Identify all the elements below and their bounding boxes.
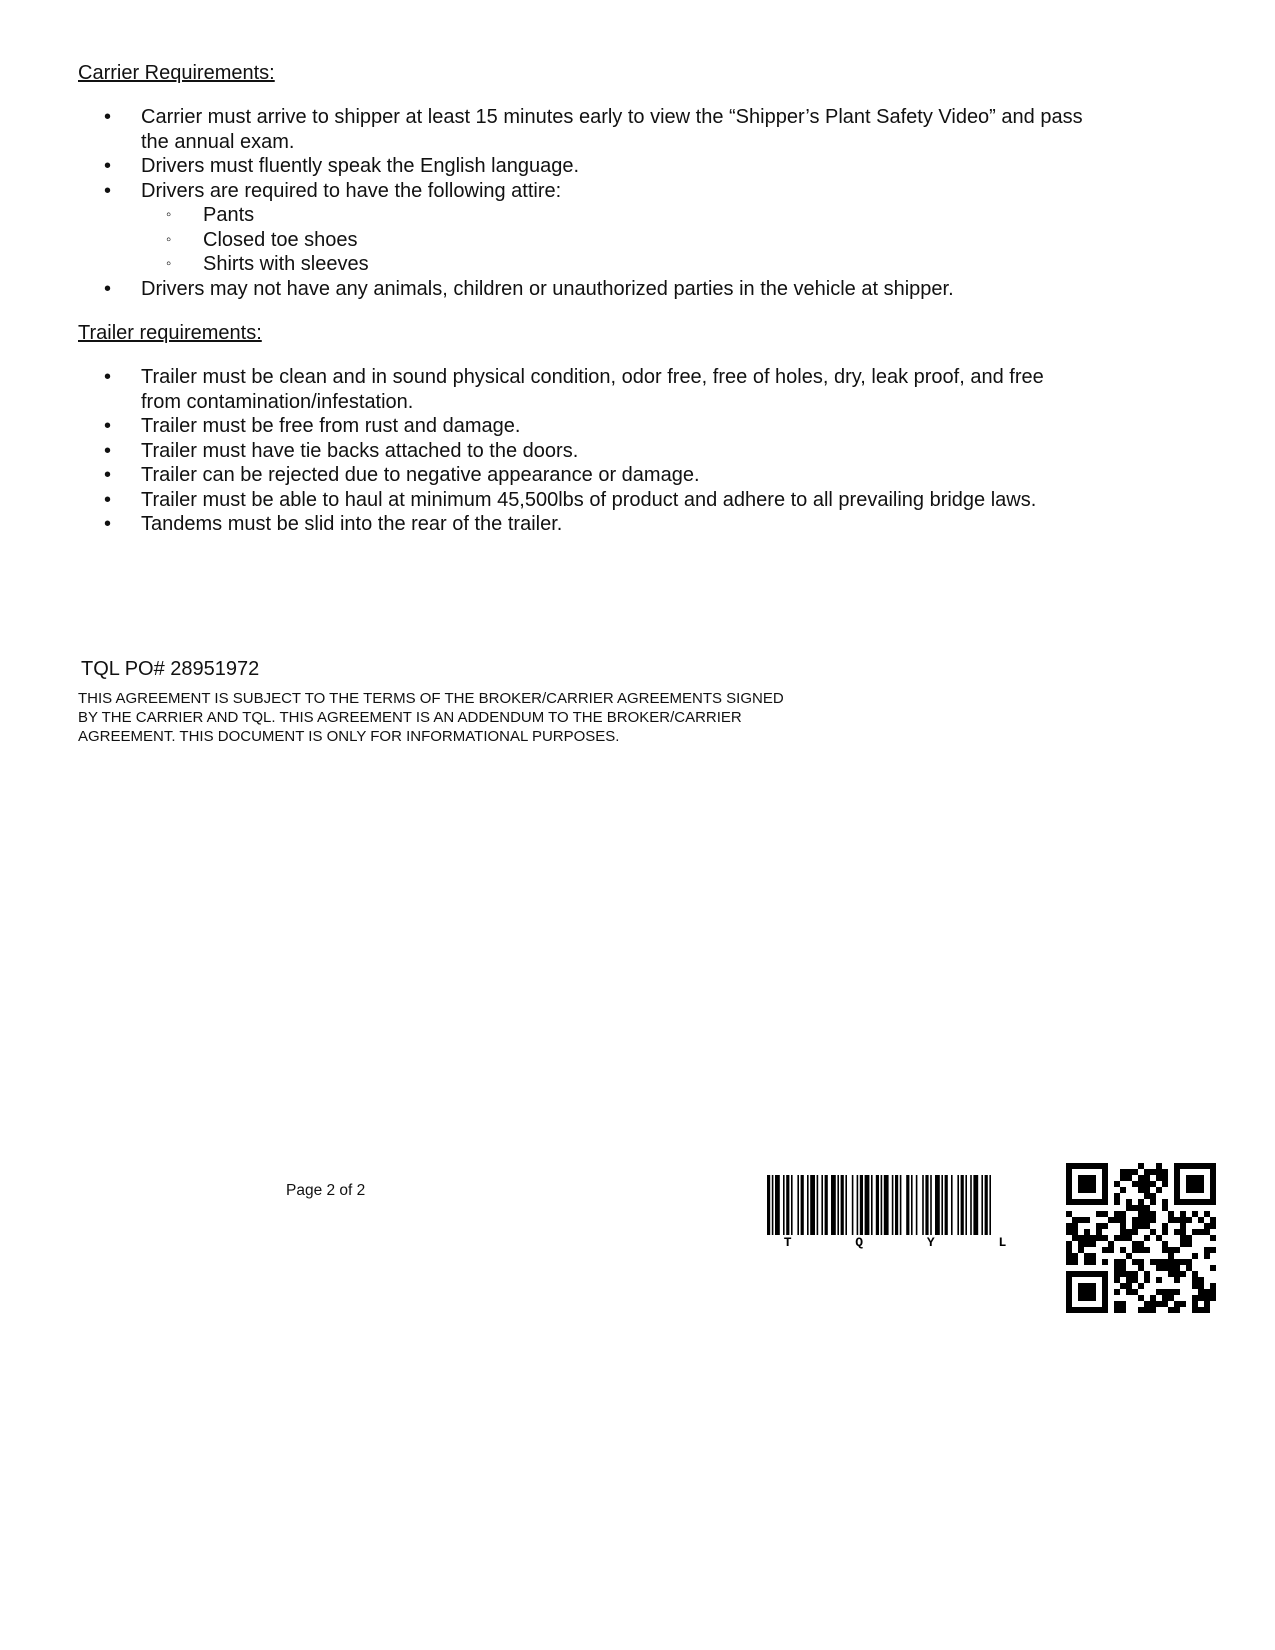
qr-module	[1138, 1283, 1144, 1289]
barcode-bar	[892, 1175, 894, 1235]
qr-module	[1138, 1223, 1144, 1229]
qr-module	[1192, 1253, 1198, 1259]
qr-module	[1198, 1295, 1204, 1301]
qr-module	[1066, 1247, 1072, 1253]
barcode-bar	[906, 1175, 909, 1235]
qr-module	[1186, 1265, 1192, 1271]
qr-module	[1144, 1301, 1150, 1307]
qr-module	[1162, 1205, 1168, 1211]
qr-module	[1174, 1229, 1180, 1235]
list-item: • Trailer can be rejected due to negative appearance or damage.	[78, 463, 1088, 488]
qr-module	[1162, 1229, 1168, 1235]
qr-module	[1138, 1259, 1144, 1265]
qr-module	[1096, 1229, 1102, 1235]
qr-module	[1144, 1193, 1150, 1199]
qr-module	[1210, 1265, 1216, 1271]
qr-module	[1072, 1235, 1078, 1241]
barcode-bar	[973, 1175, 978, 1235]
qr-module	[1126, 1175, 1132, 1181]
qr-module	[1084, 1235, 1090, 1241]
qr-module	[1210, 1295, 1216, 1301]
qr-module	[1174, 1301, 1180, 1307]
qr-module	[1114, 1181, 1120, 1187]
qr-module	[1078, 1247, 1084, 1253]
qr-module	[1138, 1175, 1144, 1181]
barcode-bar	[881, 1175, 883, 1235]
qr-module	[1126, 1235, 1132, 1241]
barcode-bar	[925, 1175, 928, 1235]
qr-module	[1066, 1241, 1072, 1247]
qr-module	[1168, 1259, 1174, 1265]
qr-module	[1144, 1181, 1150, 1187]
barcode-bar	[884, 1175, 889, 1235]
qr-module	[1168, 1217, 1174, 1223]
qr-module	[1186, 1241, 1192, 1247]
qr-module	[1198, 1283, 1204, 1289]
qr-module	[1156, 1301, 1162, 1307]
qr-module	[1210, 1217, 1216, 1223]
qr-module	[1162, 1289, 1168, 1295]
qr-module	[1174, 1307, 1180, 1313]
barcode-bar	[922, 1175, 924, 1235]
attire-item: ◦ Shirts with sleeves	[141, 252, 1088, 277]
barcode-bar	[941, 1175, 943, 1235]
qr-module	[1180, 1235, 1186, 1241]
attire-item: ◦ Closed toe shoes	[141, 228, 1088, 253]
qr-module	[1084, 1253, 1090, 1259]
barcode-bar	[817, 1175, 819, 1235]
qr-module	[1144, 1307, 1150, 1313]
qr-module	[1180, 1259, 1186, 1265]
qr-module	[1132, 1229, 1138, 1235]
qr-module	[1138, 1199, 1144, 1205]
qr-module	[1114, 1265, 1120, 1271]
qr-module	[1102, 1211, 1108, 1217]
qr-module	[1108, 1217, 1114, 1223]
qr-module	[1150, 1199, 1156, 1205]
qr-module	[1132, 1241, 1138, 1247]
qr-module	[1084, 1259, 1090, 1265]
qr-module	[1072, 1253, 1078, 1259]
qr-module	[1150, 1295, 1156, 1301]
qr-module	[1114, 1193, 1120, 1199]
qr-module	[1120, 1175, 1126, 1181]
qr-module	[1192, 1301, 1198, 1307]
qr-module	[1132, 1259, 1138, 1265]
qr-module	[1078, 1241, 1084, 1247]
qr-module	[1138, 1307, 1144, 1313]
qr-module	[1144, 1223, 1150, 1229]
barcode-bar	[865, 1175, 870, 1235]
qr-module	[1174, 1277, 1180, 1283]
qr-module	[1186, 1259, 1192, 1265]
qr-module	[1114, 1307, 1120, 1313]
barcode-bar	[783, 1175, 785, 1235]
list-item	[78, 179, 1088, 277]
qr-module	[1072, 1259, 1078, 1265]
qr-module	[1144, 1211, 1150, 1217]
qr-module	[1192, 1211, 1198, 1217]
qr-module	[1162, 1169, 1168, 1175]
qr-module	[1078, 1235, 1084, 1241]
qr-module	[1210, 1235, 1216, 1241]
qr-module	[1144, 1175, 1150, 1181]
qr-module	[1078, 1217, 1084, 1223]
qr-module	[1138, 1205, 1144, 1211]
qr-module	[1162, 1265, 1168, 1271]
qr-module	[1090, 1241, 1096, 1247]
qr-module	[1174, 1247, 1180, 1253]
qr-module	[1144, 1235, 1150, 1241]
qr-module	[1066, 1211, 1072, 1217]
qr-module	[1162, 1301, 1168, 1307]
qr-module	[1132, 1271, 1138, 1277]
barcode-bar	[876, 1175, 879, 1235]
qr-finder-inner	[1078, 1175, 1096, 1193]
qr-module	[1120, 1217, 1126, 1223]
qr-module	[1126, 1229, 1132, 1235]
qr-module	[1132, 1169, 1138, 1175]
qr-module	[1204, 1229, 1210, 1235]
qr-module	[1156, 1259, 1162, 1265]
qr-module	[1162, 1259, 1168, 1265]
barcode-bar	[775, 1175, 780, 1235]
list-item-text: Drivers are required to have the following attire:	[141, 179, 562, 202]
qr-module	[1126, 1205, 1132, 1211]
qr-module	[1096, 1211, 1102, 1217]
qr-module	[1120, 1307, 1126, 1313]
qr-module	[1114, 1259, 1120, 1265]
attire-item: ◦ Pants	[141, 203, 1088, 228]
list-item: • Tandems must be slid into the rear of the trailer.	[78, 512, 1088, 537]
qr-module	[1120, 1247, 1126, 1253]
qr-module	[1120, 1187, 1126, 1193]
qr-module	[1138, 1163, 1144, 1169]
barcode-bar	[895, 1175, 898, 1235]
qr-module	[1072, 1223, 1078, 1229]
qr-module	[1168, 1265, 1174, 1271]
qr-module	[1168, 1307, 1174, 1313]
qr-finder-inner	[1186, 1175, 1204, 1193]
list-item: • Trailer must be able to haul at minimum 45,500lbs of product and adhere to all prevailing bridge laws.	[78, 488, 1088, 513]
barcode-bar	[961, 1175, 964, 1235]
qr-finder-inner	[1078, 1283, 1096, 1301]
qr-module	[1162, 1223, 1168, 1229]
qr-module	[1114, 1199, 1120, 1205]
qr-module	[1174, 1271, 1180, 1277]
qr-module	[1168, 1247, 1174, 1253]
qr-module	[1114, 1277, 1120, 1283]
qr-module	[1144, 1271, 1150, 1277]
qr-module	[1174, 1289, 1180, 1295]
qr-module	[1090, 1235, 1096, 1241]
qr-module	[1168, 1271, 1174, 1277]
qr-module	[1132, 1289, 1138, 1295]
qr-module	[1114, 1235, 1120, 1241]
barcode-bar	[825, 1175, 828, 1235]
qr-module	[1138, 1211, 1144, 1217]
qr-module	[1090, 1259, 1096, 1265]
barcode-bar	[857, 1175, 859, 1235]
agreement-terms: THIS AGREEMENT IS SUBJECT TO THE TERMS OF THE BROKER/CARRIER AGREEMENTS SIGNED BY THE CARRIER AND TQL. THIS AGREEMENT IS AN ADDENDUM TO THE BROKER/CARRIER AGREEMENT. THIS DOCUMENT IS ONLY FOR INFORMATIONAL PURPOSES.	[78, 690, 784, 745]
barcode-bar	[951, 1175, 953, 1235]
barcode-caption	[767, 1232, 1051, 1250]
qr-module	[1138, 1241, 1144, 1247]
barcode-bar	[911, 1175, 913, 1235]
qr-module	[1150, 1169, 1156, 1175]
qr-module	[1144, 1217, 1150, 1223]
qr-module	[1204, 1301, 1210, 1307]
barcode-bar	[935, 1175, 940, 1235]
barcode-bar	[845, 1175, 847, 1235]
qr-module	[1198, 1277, 1204, 1283]
qr-module	[1108, 1241, 1114, 1247]
qr-module	[1168, 1211, 1174, 1217]
qr-module	[1156, 1169, 1162, 1175]
qr-module	[1138, 1295, 1144, 1301]
qr-module	[1114, 1211, 1120, 1217]
qr-module	[1156, 1163, 1162, 1169]
qr-module	[1126, 1199, 1132, 1205]
qr-module	[1150, 1211, 1156, 1217]
barcode-bar	[801, 1175, 804, 1235]
barcode-bar	[957, 1175, 959, 1235]
po-number: TQL PO# 28951972	[81, 658, 260, 680]
qr-module	[1198, 1217, 1204, 1223]
qr-module	[1144, 1169, 1150, 1175]
qr-module	[1174, 1259, 1180, 1265]
qr-module	[1126, 1283, 1132, 1289]
qr-module	[1210, 1247, 1216, 1253]
qr-module	[1162, 1295, 1168, 1301]
qr-module	[1138, 1187, 1144, 1193]
qr-module	[1204, 1211, 1210, 1217]
qr-module	[1156, 1187, 1162, 1193]
list-item: • Trailer must be clean and in sound physical condition, odor free, free of holes, dry, leak proof, and free from contamination/infestation.	[78, 365, 1088, 414]
barcode-bar	[767, 1175, 770, 1235]
qr-module	[1144, 1247, 1150, 1253]
qr-module	[1180, 1241, 1186, 1247]
carrier-requirements-heading: Carrier Requirements:	[78, 62, 275, 84]
qr-module	[1162, 1199, 1168, 1205]
qr-module	[1204, 1247, 1210, 1253]
qr-module	[1198, 1289, 1204, 1295]
qr-module	[1186, 1235, 1192, 1241]
qr-module	[1132, 1205, 1138, 1211]
qr-module	[1138, 1181, 1144, 1187]
qr-code	[1066, 1163, 1216, 1313]
qr-module	[1096, 1235, 1102, 1241]
qr-module	[1066, 1229, 1072, 1235]
qr-module	[1144, 1277, 1150, 1283]
qr-module	[1066, 1253, 1072, 1259]
qr-module	[1102, 1259, 1108, 1265]
qr-module	[1114, 1289, 1120, 1295]
qr-module	[1120, 1259, 1126, 1265]
barcode-bar	[945, 1175, 948, 1235]
qr-module	[1174, 1265, 1180, 1271]
barcode-bar	[916, 1175, 918, 1235]
attire-list	[141, 203, 1088, 277]
qr-module	[1150, 1307, 1156, 1313]
qr-module	[1126, 1289, 1132, 1295]
qr-module	[1156, 1289, 1162, 1295]
barcode-bar	[837, 1175, 839, 1235]
qr-module	[1180, 1271, 1186, 1277]
barcode-bar	[807, 1175, 809, 1235]
qr-module	[1120, 1271, 1126, 1277]
qr-module	[1126, 1253, 1132, 1259]
qr-module	[1120, 1223, 1126, 1229]
qr-module	[1168, 1295, 1174, 1301]
qr-module	[1162, 1241, 1168, 1247]
qr-module	[1150, 1181, 1156, 1187]
qr-module	[1114, 1271, 1120, 1277]
qr-module	[1180, 1301, 1186, 1307]
qr-module	[1144, 1205, 1150, 1211]
qr-module	[1156, 1235, 1162, 1241]
barcode-bar	[821, 1175, 823, 1235]
qr-module	[1066, 1259, 1072, 1265]
qr-module	[1192, 1277, 1198, 1283]
qr-module	[1084, 1241, 1090, 1247]
qr-module	[1084, 1229, 1090, 1235]
barcode	[767, 1175, 1051, 1235]
qr-module	[1120, 1169, 1126, 1175]
barcode-bar	[791, 1175, 793, 1235]
qr-module	[1132, 1277, 1138, 1283]
qr-module	[1150, 1229, 1156, 1235]
qr-module	[1126, 1277, 1132, 1283]
list-item: • Trailer must have tie backs attached to the doors.	[78, 439, 1088, 464]
qr-module	[1126, 1271, 1132, 1277]
qr-module	[1072, 1229, 1078, 1235]
qr-module	[1084, 1217, 1090, 1223]
barcode-bar	[965, 1175, 967, 1235]
qr-module	[1186, 1217, 1192, 1223]
qr-module	[1210, 1289, 1216, 1295]
barcode-bar	[831, 1175, 836, 1235]
barcode-bar	[985, 1175, 988, 1235]
qr-module	[1210, 1223, 1216, 1229]
qr-module	[1120, 1229, 1126, 1235]
qr-module	[1210, 1283, 1216, 1289]
barcode-caption-text: T Q Y L	[783, 1235, 1035, 1250]
barcode-bar	[871, 1175, 873, 1235]
qr-module	[1192, 1229, 1198, 1235]
qr-module	[1156, 1277, 1162, 1283]
list-item: • Drivers must fluently speak the English language.	[78, 154, 1088, 179]
qr-module	[1114, 1301, 1120, 1307]
qr-module	[1162, 1181, 1168, 1187]
qr-module	[1114, 1217, 1120, 1223]
qr-module	[1204, 1253, 1210, 1259]
qr-module	[1102, 1247, 1108, 1253]
qr-module	[1120, 1265, 1126, 1271]
barcode-bar	[930, 1175, 932, 1235]
qr-module	[1132, 1217, 1138, 1223]
qr-module	[1204, 1289, 1210, 1295]
qr-module	[1120, 1301, 1126, 1307]
qr-module	[1102, 1223, 1108, 1229]
barcode-bar	[981, 1175, 983, 1235]
qr-module	[1120, 1211, 1126, 1217]
barcode-bar	[797, 1175, 799, 1235]
qr-module	[1198, 1229, 1204, 1235]
qr-module	[1072, 1217, 1078, 1223]
carrier-requirements-list	[78, 105, 1088, 301]
qr-module	[1150, 1259, 1156, 1265]
qr-module	[1150, 1217, 1156, 1223]
qr-module	[1120, 1283, 1126, 1289]
qr-module	[1144, 1187, 1150, 1193]
qr-module	[1120, 1235, 1126, 1241]
qr-module	[1180, 1211, 1186, 1217]
qr-module	[1096, 1223, 1102, 1229]
qr-module	[1132, 1181, 1138, 1187]
qr-module	[1162, 1247, 1168, 1253]
qr-module	[1156, 1265, 1162, 1271]
qr-module	[1156, 1175, 1162, 1181]
qr-module	[1162, 1175, 1168, 1181]
barcode-bar	[786, 1175, 789, 1235]
list-item: • Carrier must arrive to shipper at least 15 minutes early to view the “Shipper’s Plant Safety Video” and pass the annual exam.	[78, 105, 1088, 154]
qr-module	[1066, 1223, 1072, 1229]
qr-module	[1180, 1223, 1186, 1229]
barcode-bar	[772, 1175, 774, 1235]
barcode-bar	[900, 1175, 902, 1235]
list-item: • Drivers may not have any animals, children or unauthorized parties in the vehicle at shipper.	[78, 277, 1088, 302]
qr-module	[1192, 1283, 1198, 1289]
qr-module	[1108, 1247, 1114, 1253]
qr-module	[1180, 1229, 1186, 1235]
list-item: • Trailer must be free from rust and damage.	[78, 414, 1088, 439]
qr-module	[1102, 1235, 1108, 1241]
trailer-requirements-list	[78, 365, 1088, 537]
barcode-bar	[860, 1175, 863, 1235]
qr-module	[1132, 1247, 1138, 1253]
barcode-bar	[989, 1175, 991, 1235]
qr-module	[1192, 1307, 1198, 1313]
trailer-requirements-heading: Trailer requirements:	[78, 322, 262, 344]
page-number: Page 2 of 2	[286, 1182, 366, 1199]
qr-module	[1138, 1265, 1144, 1271]
qr-module	[1192, 1271, 1198, 1277]
qr-module	[1150, 1301, 1156, 1307]
qr-module	[1174, 1217, 1180, 1223]
qr-module	[1204, 1295, 1210, 1301]
barcode-bar	[852, 1175, 854, 1235]
qr-module	[1180, 1217, 1186, 1223]
qr-module	[1204, 1307, 1210, 1313]
qr-module	[1090, 1253, 1096, 1259]
qr-module	[1138, 1247, 1144, 1253]
qr-module	[1192, 1295, 1198, 1301]
qr-module	[1138, 1217, 1144, 1223]
barcode-bar	[810, 1175, 815, 1235]
qr-module	[1198, 1307, 1204, 1313]
qr-module	[1168, 1289, 1174, 1295]
qr-module	[1132, 1223, 1138, 1229]
barcode-bar	[841, 1175, 844, 1235]
barcode-bar	[970, 1175, 972, 1235]
qr-module	[1168, 1253, 1174, 1259]
qr-module	[1126, 1169, 1132, 1175]
qr-module	[1150, 1193, 1156, 1199]
qr-module	[1204, 1223, 1210, 1229]
